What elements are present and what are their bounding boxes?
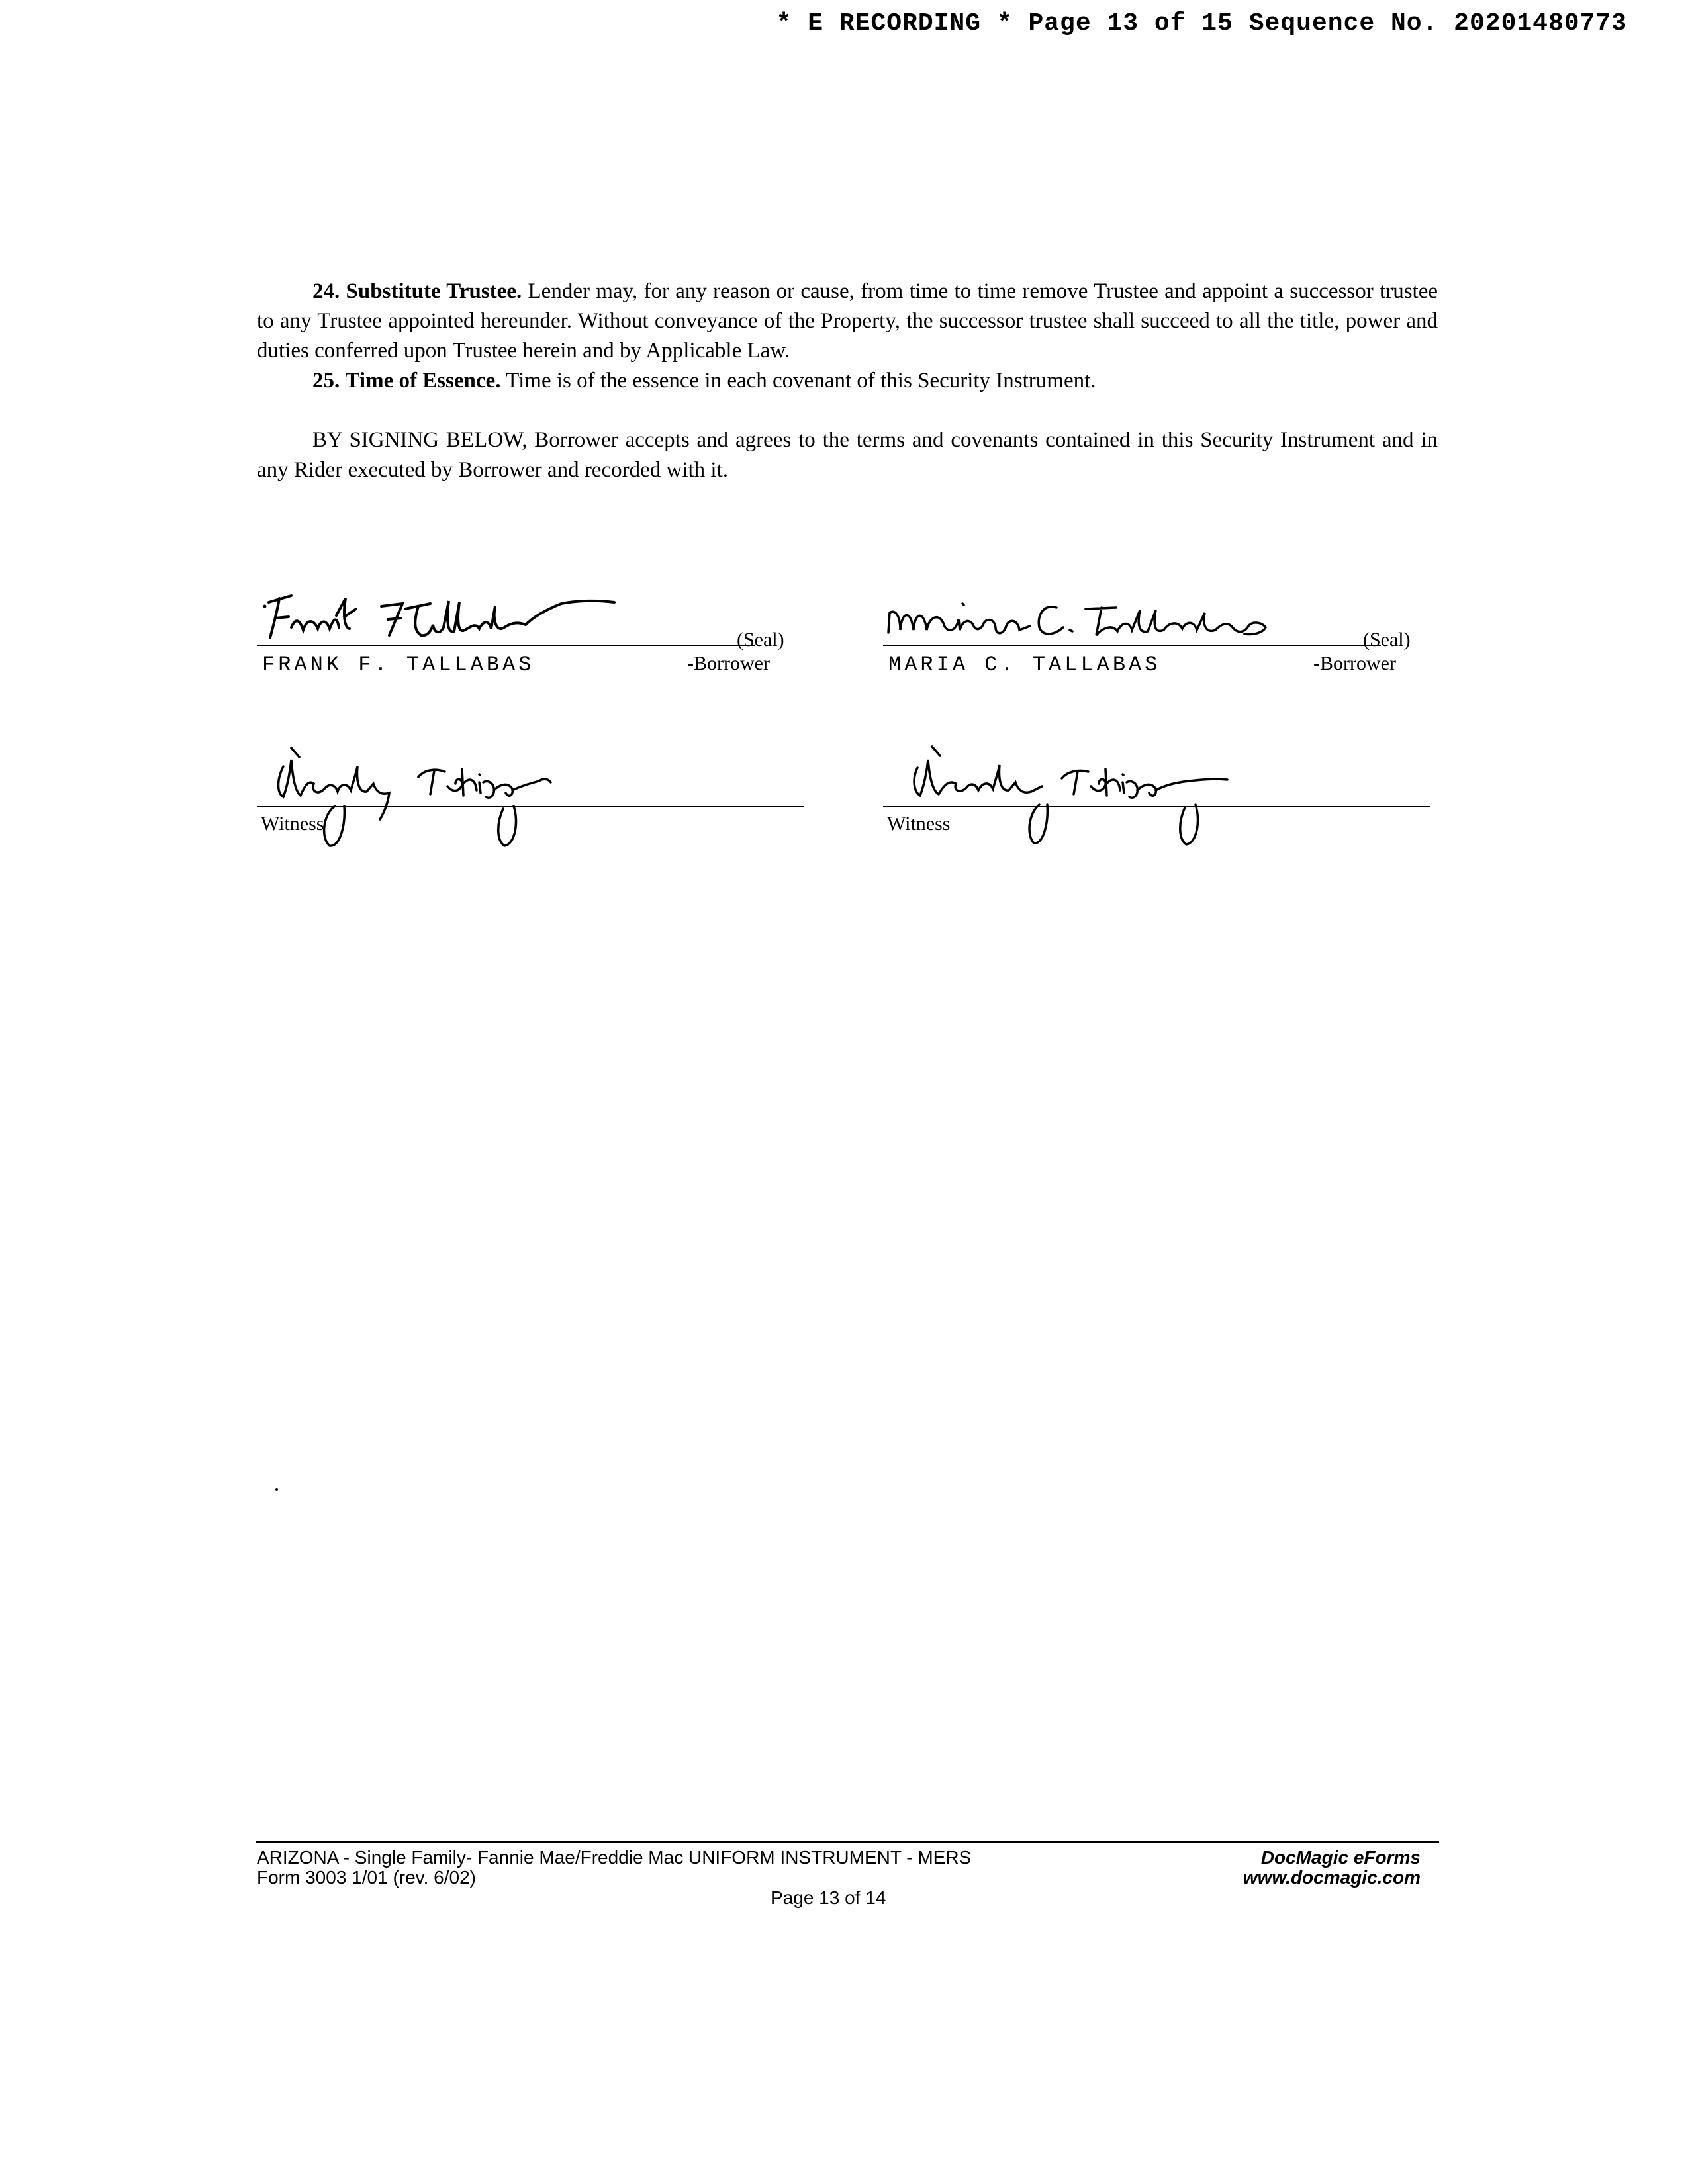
witness-2-signature-line [883, 806, 1430, 807]
borrower-1-signature [257, 581, 654, 641]
recording-header: * E RECORDING * Page 13 of 15 Sequence No. 20201480773 [776, 9, 1627, 38]
borrower-2-printed-name: MARIA C. TALLABAS [888, 653, 1161, 677]
witness-1-label: Witness [261, 813, 324, 835]
footer-vendor-name: DocMagic eForms [1260, 1847, 1421, 1868]
borrower-2-seal-label: (Seal) [1363, 629, 1411, 651]
signing-statement: BY SIGNING BELOW, Borrower accepts and agrees to the terms and covenants contained in this Security Instrument and in any Rider executed by Borrower and recorded with it. [257, 428, 1438, 482]
section-25-title: Time of Essence. [345, 369, 501, 392]
footer-form-number: Form 3003 1/01 (rev. 6/02) [257, 1867, 476, 1888]
footer-vendor-url: www.docmagic.com [1243, 1867, 1421, 1888]
witness-1-signature [257, 740, 667, 852]
borrower-1-printed-name: FRANK F. TALLABAS [262, 653, 535, 677]
footer-form-info [257, 1848, 971, 1888]
borrower-1-role-label: -Borrower [687, 653, 770, 674]
borrower-1-signature-block [257, 596, 800, 682]
section-24-text: Lender may, for any reason or cause, from time to time remove Trustee and appoint a successor trustee to any Trustee appointed hereunder. Without conveyance of the Property, the successor trustee shall succeed to all the title, power and duties conferred upon Trustee herein and by Applicable Law. [257, 279, 1438, 363]
section-24-title: Substitute Trustee. [346, 279, 522, 303]
witness-1-signature-line [257, 806, 804, 807]
footer-form-title: ARIZONA - Single Family- Fannie Mae/Freddie Mac UNIFORM INSTRUMENT - MERS [257, 1847, 972, 1868]
witness-2-signature [883, 739, 1346, 851]
borrower-2-signature-line [883, 645, 1381, 646]
footer-rule [256, 1841, 1439, 1843]
section-25 [257, 366, 1438, 396]
borrower-2-signature [883, 586, 1320, 639]
section-24 [257, 277, 1438, 366]
stray-mark [275, 1488, 278, 1491]
section-25-text: Time is of the essence in each covenant of this Security Instrument. [506, 369, 1096, 392]
footer-vendor [1243, 1848, 1421, 1888]
borrower-2-signature-block [883, 596, 1426, 682]
borrower-1-signature-line [257, 645, 755, 646]
section-24-number: 24. [312, 279, 340, 303]
document-body [257, 277, 1438, 485]
section-25-number: 25. [312, 369, 340, 392]
borrower-2-role-label: -Borrower [1313, 653, 1396, 674]
witness-2-label: Witness [887, 813, 951, 835]
witness-2-signature-block [883, 748, 1432, 847]
borrower-1-seal-label: (Seal) [737, 629, 784, 651]
witness-1-signature-block [257, 748, 806, 847]
footer-page-number: Page 13 of 14 [771, 1888, 886, 1908]
